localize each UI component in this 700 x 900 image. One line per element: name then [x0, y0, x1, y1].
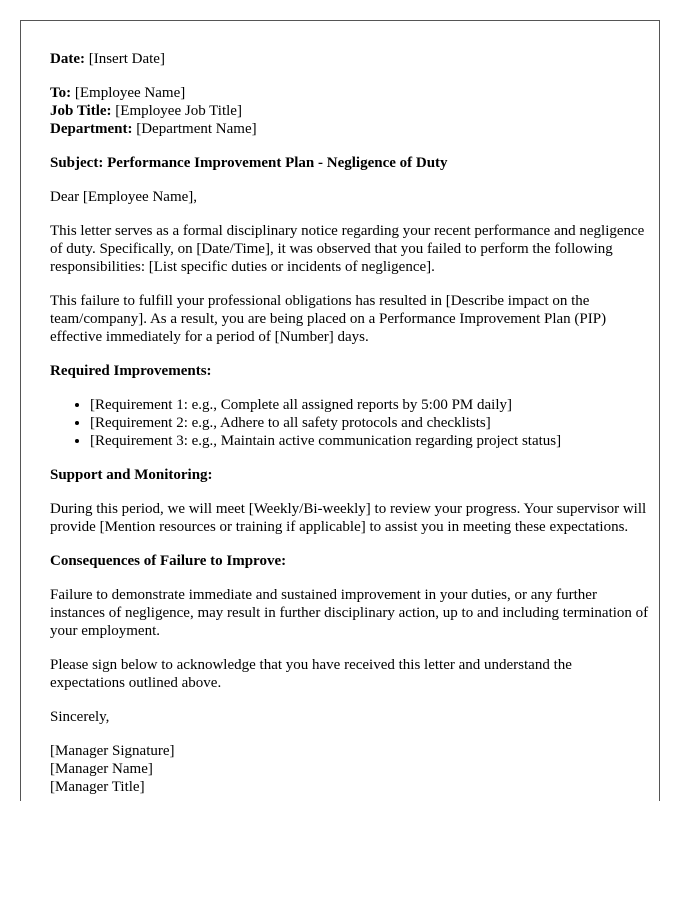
to-line: [50, 84, 650, 102]
support-paragraph: During this period, we will meet [Weekly/Bi-weekly] to review your progress. Your supervisor will provide [Mention resources or training if applicable] to assist you in meeting these expectations.: [50, 501, 647, 535]
letter-page: [20, 20, 660, 801]
job-title-value: [Employee Job Title]: [115, 103, 242, 119]
manager-name: [Manager Name]: [50, 761, 153, 777]
job-title-line: [50, 102, 650, 120]
signature-line: [Manager Signature]: [50, 743, 175, 759]
requirements-list: [50, 396, 650, 450]
manager-title: [Manager Title]: [50, 779, 145, 795]
subject-line: Subject: Performance Improvement Plan - Negligence of Duty: [50, 155, 448, 171]
list-item: • [Requirement 2: e.g., Adhere to all safety protocols and checklists]: [90, 414, 650, 432]
required-improvements-heading: Required Improvements:: [50, 363, 212, 379]
to-value: [Employee Name]: [74, 85, 186, 101]
consequences-paragraph: Failure to demonstrate immediate and sustained improvement in your duties, or any further instances of negligence, may result in further disciplinary action, up to and including termination of your employment.: [50, 587, 649, 639]
department-value: [Department Name]: [136, 121, 257, 137]
date-value: [Insert Date]: [88, 51, 165, 67]
salutation: Dear [Employee Name],: [50, 189, 198, 205]
list-item: • [Requirement 3: e.g., Maintain active communication regarding project status]: [90, 432, 650, 450]
signature-block: [50, 742, 650, 796]
acknowledge-paragraph: Please sign below to acknowledge that you have received this letter and understand the expectations outlined above.: [50, 657, 572, 691]
letter-content: [50, 50, 650, 801]
list-item: • [Requirement 1: e.g., Complete all assigned reports by 5:00 PM daily]: [90, 396, 650, 414]
department-label: Department:: [50, 121, 133, 137]
recipient-block: [50, 84, 650, 138]
support-heading: Support and Monitoring:: [50, 467, 213, 483]
date-label: Date:: [50, 51, 85, 67]
to-label: To:: [50, 85, 72, 101]
intro-paragraph: This letter serves as a formal disciplinary notice regarding your recent performance and negligence of duty. Specifically, on [Date/Time], it was observed that you failed to perform the following responsibilities: [List specific duties or incidents of negligence].: [50, 223, 645, 275]
closing: Sincerely,: [50, 709, 110, 725]
consequences-heading: Consequences of Failure to Improve:: [50, 553, 287, 569]
job-title-label: Job Title:: [50, 103, 112, 119]
impact-paragraph: This failure to fulfill your professional obligations has resulted in [Describe impact on the team/company]. As a result, you are being placed on a Performance Improvement Plan (PIP) effective immediately for a period of [Number] days.: [50, 293, 607, 345]
date-line: [50, 50, 650, 68]
department-line: [50, 120, 650, 138]
